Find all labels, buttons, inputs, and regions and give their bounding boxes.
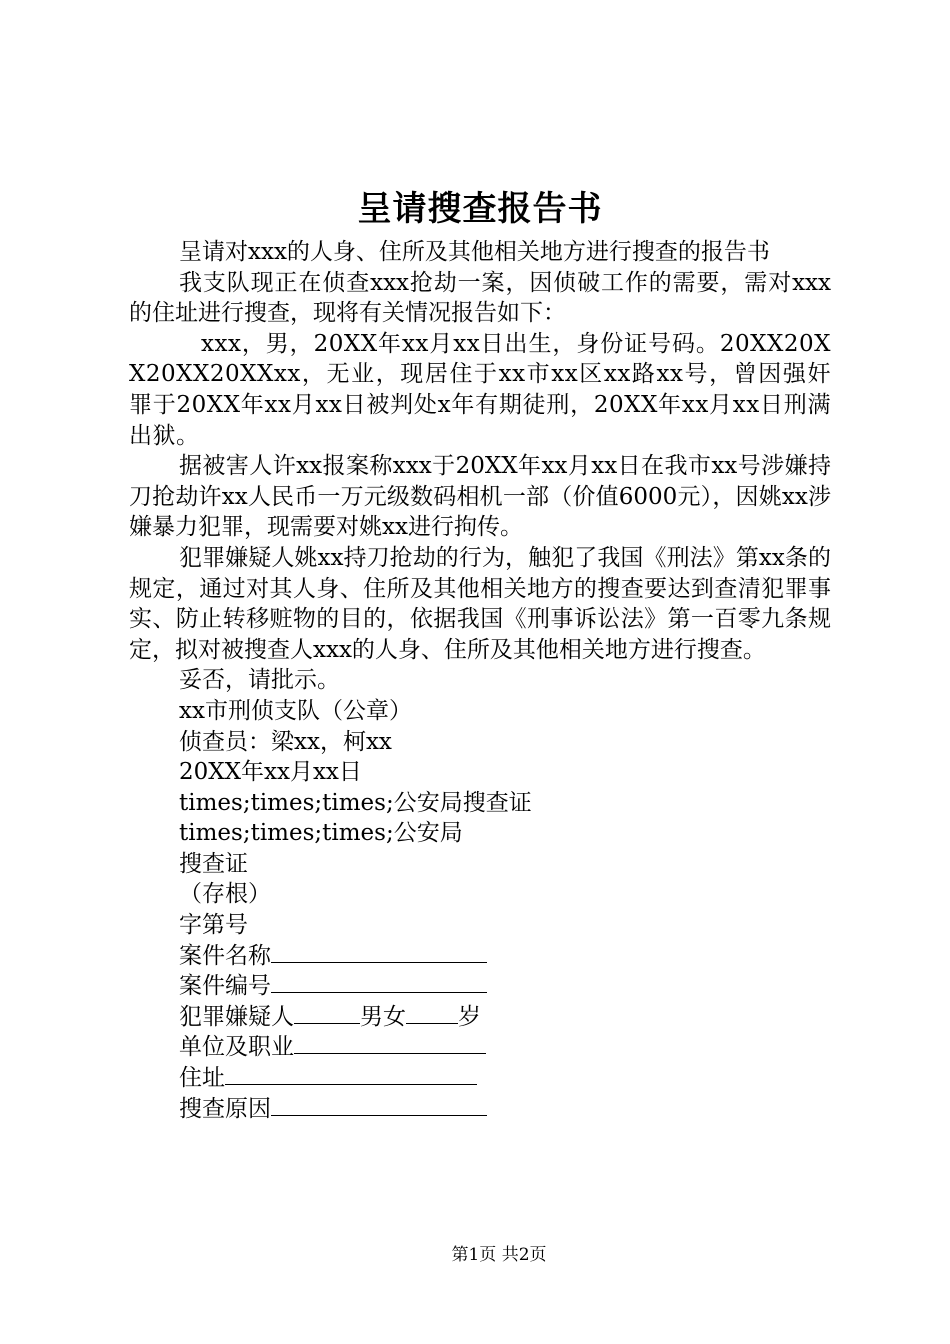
field-address: [129, 1063, 831, 1094]
page-footer: 第1页 共2页: [451, 1245, 547, 1265]
warrant-title: 搜查证: [179, 850, 248, 877]
suspect-blank[interactable]: [294, 1003, 360, 1024]
field-employer: [129, 1032, 831, 1063]
address-blank[interactable]: [225, 1064, 477, 1085]
age-label: 岁: [458, 1003, 481, 1030]
warrant-heading: times;times;times;公安局搜查证: [179, 789, 532, 816]
paragraph-intro: 我支队现正在侦查xxx抢劫一案，因侦破工作的需要，需对xxx的住址进行搜查，现将有关情况报告如下：: [129, 269, 831, 327]
employer-blank[interactable]: [294, 1033, 486, 1054]
case-number-label: 案件编号: [179, 973, 271, 1000]
gender-label: 男女: [360, 1003, 406, 1030]
reason-blank[interactable]: [271, 1095, 487, 1116]
field-case-name: [129, 941, 831, 972]
reason-label: 搜查原因: [179, 1095, 271, 1122]
field-suspect: [129, 1002, 831, 1033]
closing-approval: 妥否，请批示。: [179, 667, 340, 694]
bureau-heading: times;times;times;公安局: [179, 820, 463, 847]
document-title: 呈请搜查报告书: [357, 189, 603, 229]
address-label: 住址: [179, 1065, 225, 1092]
number-label: 字第号: [179, 912, 248, 939]
closing-investigators: 侦查员：梁xx，柯xx: [179, 728, 392, 755]
paragraph-suspect-info: xxx，男，20XX年xx月xx日出生，身份证号码。20XX20XX20XX20XXxx，无业，现居住于xx市xx区xx路xx号，曾因强奸罪于20XX年xx月xx日被判处x年有期徒刑，20XX年xx月xx日刑满出狱。: [129, 330, 831, 449]
paragraph-legal-basis: 犯罪嫌疑人姚xx持刀抢劫的行为，触犯了我国《刑法》第xx条的规定，通过对其人身、住所及其他相关地方的搜查要达到查清犯罪事实、防止转移赃物的目的，依据我国《刑事诉讼法》第一百零九条规定，拟对被搜查人xxx的人身、住所及其他相关地方进行搜查。: [129, 544, 831, 663]
document-body: [129, 237, 831, 1124]
field-reason: [129, 1094, 831, 1125]
paragraph-request: 呈请对xxx的人身、住所及其他相关地方进行搜查的报告书: [179, 239, 770, 265]
suspect-label: 犯罪嫌疑人: [179, 1003, 294, 1030]
stub-label: （存根）: [179, 881, 271, 908]
case-name-label: 案件名称: [179, 942, 271, 969]
closing-date: 20XX年xx月xx日: [179, 759, 362, 786]
case-number-blank[interactable]: [271, 972, 487, 993]
paragraph-case-report: 据被害人许xx报案称xxx于20XX年xx月xx日在我市xx号涉嫌持刀抢劫许xx人民币一万元级数码相机一部（价值6000元），因姚xx涉嫌暴力犯罪，现需要对姚xx进行拘传。: [129, 453, 831, 541]
employer-label: 单位及职业: [179, 1034, 294, 1061]
age-blank[interactable]: [406, 1003, 458, 1024]
closing-unit: xx市刑侦支队（公章）: [179, 697, 412, 724]
case-name-blank[interactable]: [271, 942, 487, 963]
field-case-number: [129, 971, 831, 1002]
